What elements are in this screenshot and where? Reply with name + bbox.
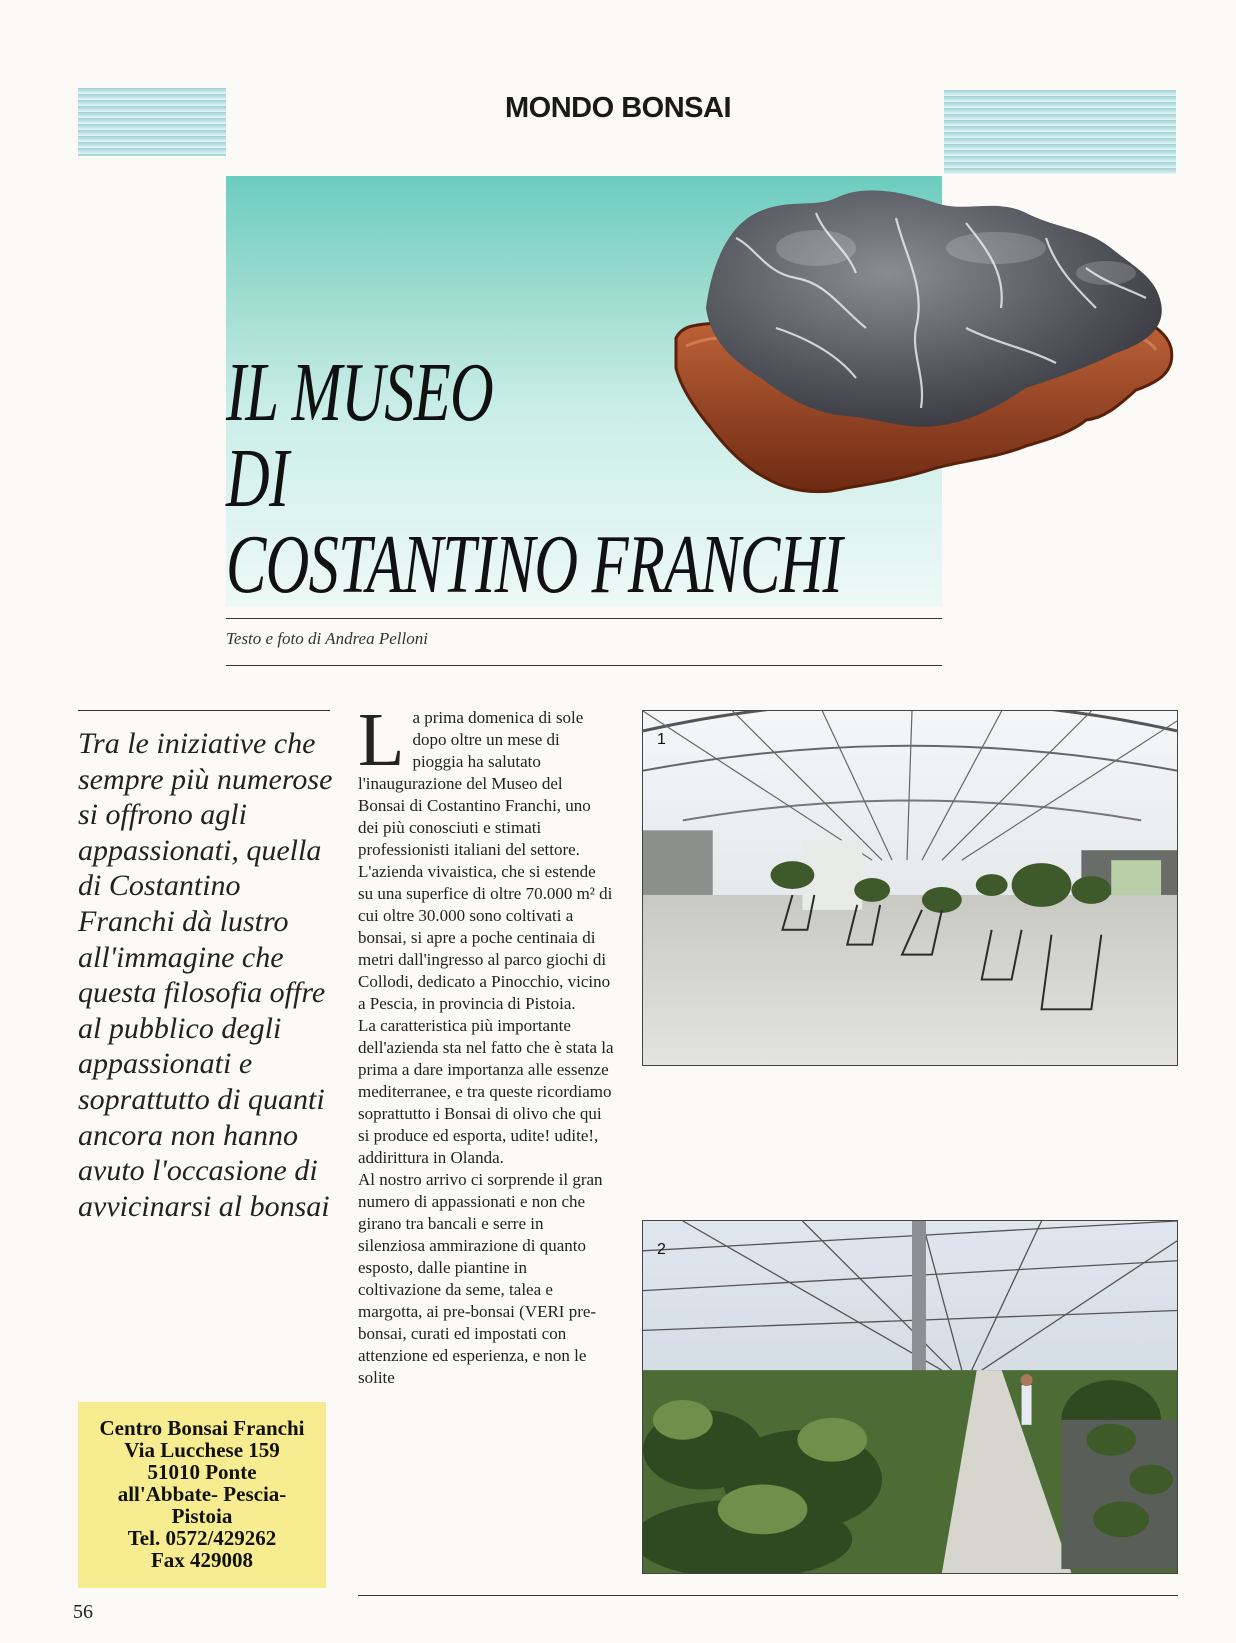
address-line: Pistoia [171,1504,233,1528]
byline: Testo e foto di Andrea Pelloni [226,629,428,648]
title-line: DI [226,432,289,525]
photo-number: 2 [657,1241,666,1258]
page-number: 56 [73,1601,93,1623]
body-paragraph: a prima domenica di sole dopo oltre un mese di pioggia ha salutato l'inaugurazione del Museo del Bonsai di Costantino Franchi, uno dei più conosciuti e stimati professionisti italiani del settore. L'azienda vivaistica, che si estende su una superfice di oltre 70.000 m² di cui oltre 30.000 sono coltivati a bonsai, si apre a poche centinaia di metri dall'ingresso al parco giochi di Collodi, dedicato a Pinocchio, vicino a Pescia, in provincia di Pistoia. [358,708,613,1013]
section-header: MONDO BONSAI [505,92,731,124]
address-line: Via Lucchese 159 [124,1438,280,1462]
address-line: Fax 429008 [150,1548,254,1572]
address-line: 51010 Ponte [147,1460,257,1484]
title-line: COSTANTINO FRANCHI [226,518,842,611]
title-divider-top [226,618,942,619]
address-line: Tel. 0572/429262 [127,1526,277,1550]
address-line: all'Abbate- Pescia- [117,1482,287,1506]
intro-text: Tra le iniziative che sempre più numerose si offrono agli appassionati, quella di Costantino Franchi dà lustro all'immagine che questa filosofia offre al pubblico degli appassionati e soprattutto di quanti ancora non hanno avuto l'occasione di avvicinarsi al bonsai [78,727,333,1223]
greenhouse-museum-photo [642,710,1178,1066]
title-divider-bottom [226,665,942,666]
body-paragraph: Al nostro arrivo ci sorprende il gran numero di appassionati e non che girano tra bancali e serre in silenziosa ammirazione di quanto esposto, dalle piantine in coltivazione da seme, talea e margotta, ai pre-bonsai (VERI pre-bonsai, curati ed impostati con attenzione ed esperienza, e non le solite [358,1170,603,1387]
intro-divider [78,710,330,711]
footer-divider [358,1595,1178,1596]
body-column [358,698,614,1389]
photo-number: 1 [657,731,666,748]
greenhouse-nursery-photo [642,1220,1178,1574]
title-line: IL MUSEO [226,346,493,439]
drop-cap: L [358,698,405,782]
address-box [78,1402,326,1588]
article-title [226,346,842,611]
address-line: Centro Bonsai Franchi [99,1416,305,1440]
body-paragraph: La caratteristica più importante dell'azienda sta nel fatto che è stata la prima a dare importanza alle essenze mediterranee, e tra queste ricordiamo soprattutto i Bonsai di olivo che qui si produce ed esporta, udite! udite!, addirittura in Olanda. [358,1016,614,1167]
